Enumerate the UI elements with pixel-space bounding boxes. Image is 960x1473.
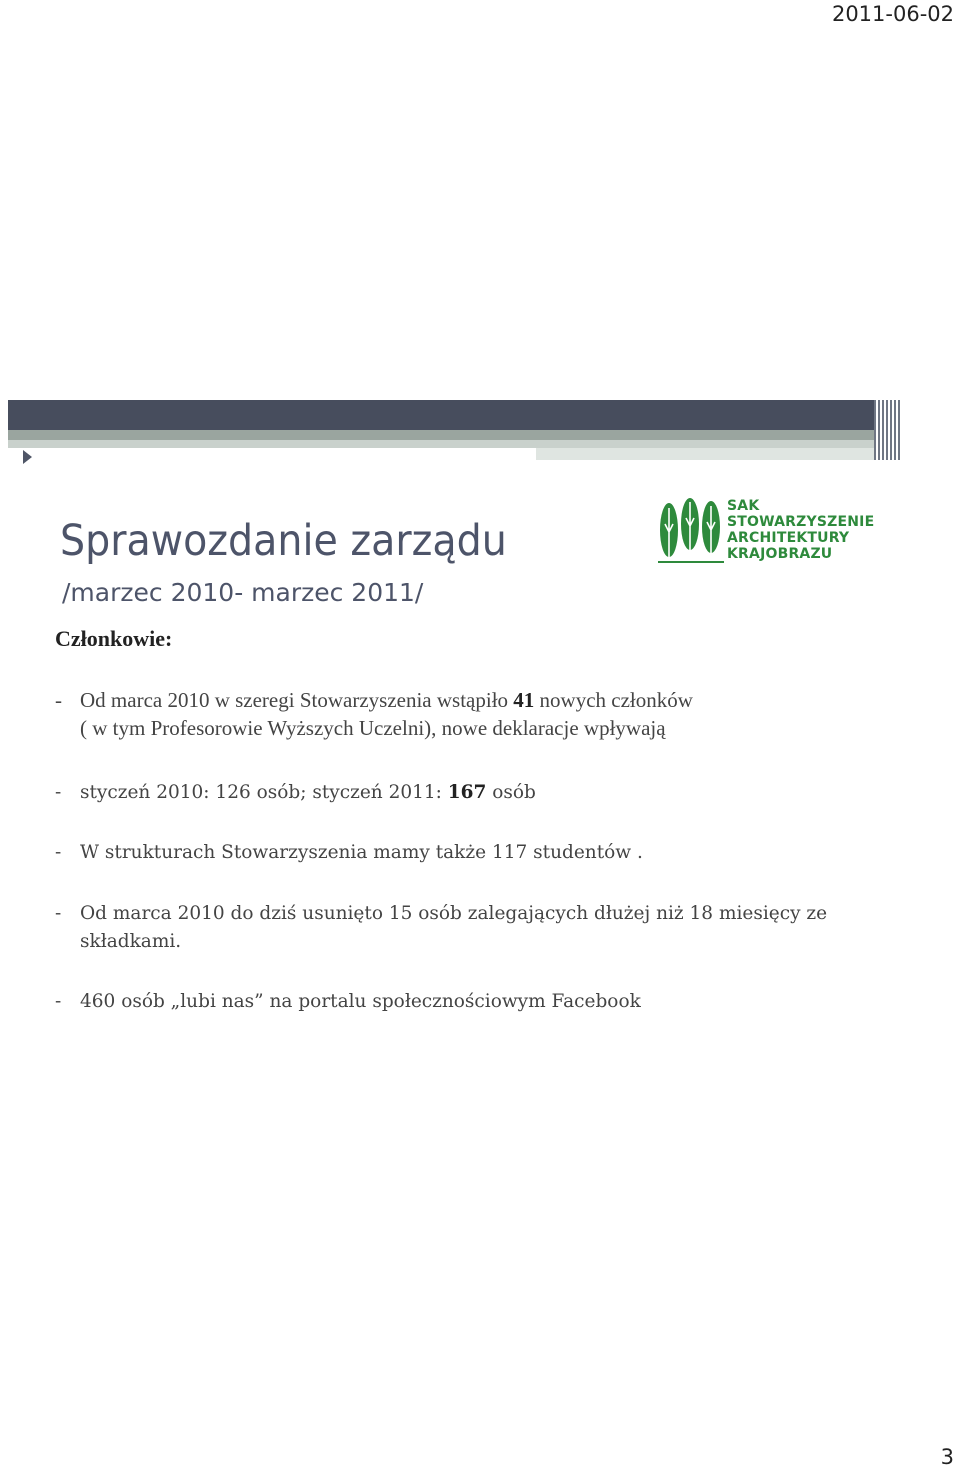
triangle-marker-icon	[23, 450, 32, 464]
slide-header-banner	[8, 400, 900, 460]
item-text-line: ( w tym Profesorowie Wyższych Uczelni), nowe deklaracje wpływają	[80, 716, 666, 740]
logo-line-sak: SAK	[727, 498, 760, 514]
list-dash: -	[55, 688, 62, 712]
list-item-text: W strukturach Stowarzyszenia mamy także 117 studentów .	[80, 842, 643, 863]
list-dash: -	[55, 842, 62, 863]
list-dash: -	[55, 782, 62, 803]
list-dash: -	[55, 991, 62, 1012]
cypress-trees-icon	[656, 494, 726, 570]
item-text-segment: styczeń 2010: 126 osób; styczeń 2011:	[80, 782, 448, 803]
logo-line-architektury: ARCHITEKTURY	[727, 530, 850, 546]
banner-light-strip	[8, 440, 874, 448]
item-text-line: Od marca 2010 do dziś usunięto 15 osób zalegających dłużej niż 18 miesięcy ze	[80, 903, 828, 924]
item-text-segment: nowych członków	[534, 688, 693, 712]
logo-text	[727, 498, 874, 562]
page-number: 3	[940, 1445, 954, 1469]
logo-line-krajobrazu: KRAJOBRAZU	[727, 546, 833, 562]
item-text-line: składkami.	[80, 931, 182, 952]
list-item-text	[80, 900, 827, 956]
list-item-text	[80, 686, 693, 742]
members-count-2011: 167	[447, 782, 487, 803]
item-text-segment: osób	[486, 782, 536, 803]
banner-grey-strip	[8, 430, 874, 440]
banner-pale-strip	[536, 448, 874, 460]
section-heading: Członkowie:	[55, 626, 173, 651]
list-item-text: 460 osób „lubi nas” na portalu społecznościowym Facebook	[80, 991, 641, 1012]
slide-title: Sprawozdanie zarządu	[60, 516, 507, 566]
new-members-count: 41	[513, 688, 535, 712]
banner-pattern	[874, 400, 900, 460]
page-date: 2011-06-02	[831, 2, 954, 26]
banner-dark-band	[8, 400, 874, 432]
list-item-text	[80, 779, 536, 807]
logo-line-stowarzyszenie: STOWARZYSZENIE	[727, 514, 875, 530]
slide-subtitle: /marzec 2010- marzec 2011/	[62, 578, 424, 607]
item-text-segment: Od marca 2010 w szeregi Stowarzyszenia wstąpiło	[80, 688, 514, 712]
list-dash: -	[55, 903, 62, 924]
sak-logo	[656, 494, 875, 572]
